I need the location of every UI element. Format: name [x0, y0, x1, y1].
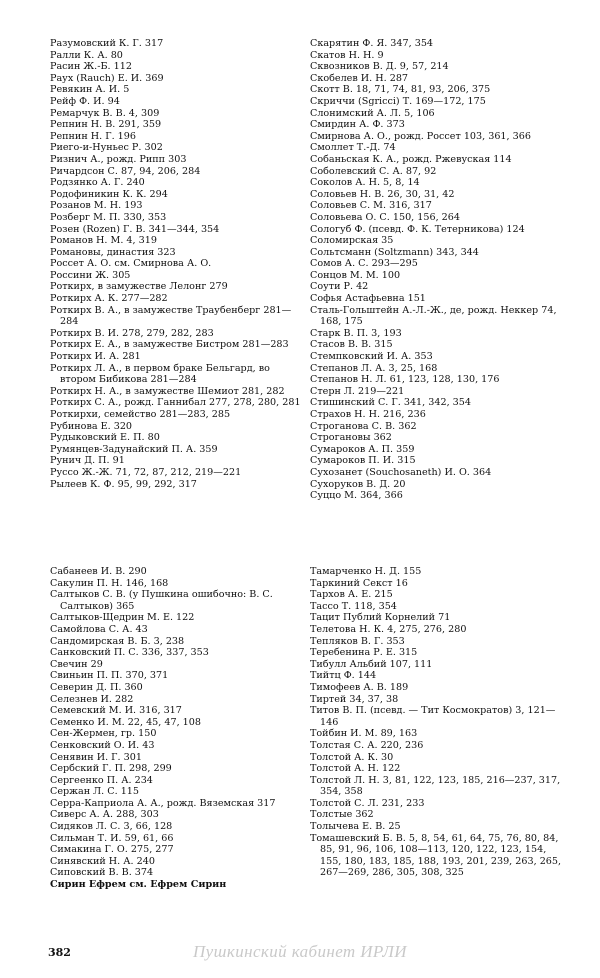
index-entry: Ралли К. А. 80 [50, 49, 123, 61]
index-entry: Сербский Г. П. 298, 299 [50, 763, 172, 775]
index-entry: Сабанеев И. В. 290 [50, 566, 147, 577]
index-entry: Стишинский С. Г. 341, 342, 354 [310, 397, 471, 409]
index-entry: Родзянко А. Г. 240 [50, 177, 145, 189]
watermark: Пушкинский кабинет ИРЛИ [193, 942, 407, 961]
index-entry: Санковский П. С. 336, 337, 353 [50, 647, 209, 659]
index-entry: Суццо М. 364, 366 [310, 490, 403, 502]
index-entry: Роткирх Е. А., в замужестве Бистром 281—283 [50, 339, 289, 351]
index-entry: Соловьев С. М. 316, 317 [310, 200, 432, 212]
index-entry: Тиртей 34, 37, 38 [310, 693, 399, 705]
index-entry: Строгановы 362 [310, 432, 392, 444]
index-entry: Румянцев-Задунайский П. А. 359 [50, 443, 218, 455]
index-entry: Свиньин П. П. 370, 371 [50, 670, 169, 682]
index-entry: Расин Ж.-Б. 112 [50, 61, 132, 73]
index-entry: Страхов Н. Н. 216, 236 [310, 409, 426, 420]
index-entry: Толстая С. А. 220, 236 [310, 739, 424, 751]
index-entry: Сонцов М. М. 100 [310, 269, 401, 281]
index-entry: Роткирх, в замужестве Лелонг 279 [50, 281, 228, 293]
index-entry: Стерн Л. 219—221 [310, 385, 405, 397]
index-entry: Соболевский С. А. 87, 92 [310, 165, 437, 177]
index-entry: Смирдин А. Ф. 373 [310, 119, 405, 131]
index-entry: Толстые 362 [310, 809, 374, 821]
index-entry: Сухоруков В. Д. 20 [310, 478, 406, 490]
index-entry: Синявский Н. А. 240 [50, 855, 155, 867]
index-entry: Россини Ж. 305 [50, 269, 131, 281]
index-entry: Сирин Ефрем см. Ефрем Сирин [50, 879, 227, 891]
index-entry: Руссо Ж.-Ж. 71, 72, 87, 212, 219—221 [50, 466, 242, 478]
index-entry: Титов В. П. (псевд. — Тит Космократов) 3, 121—146 [310, 705, 556, 728]
left-column-r-entries [50, 38, 305, 490]
index-entry: Скриччи (Sgricci) Т. 169—172, 175 [310, 95, 486, 107]
index-entry: Сиповский В. В. 374 [50, 867, 154, 879]
index-entry: Рудыковский Е. П. 80 [50, 432, 160, 444]
index-entry: Рунич Д. П. 91 [50, 455, 125, 467]
index-entry: Риего-и-Нуньес Р. 302 [50, 142, 163, 154]
index-entry: Толстой С. Л. 231, 233 [310, 797, 425, 809]
index-entry: Раух (Rauch) Е. И. 369 [50, 72, 164, 84]
index-entry: Сольтсманн (Soltzmann) 343, 344 [310, 246, 479, 258]
index-entry: Толстой А. К. 30 [310, 751, 394, 763]
index-entry: Старк В. П. 3, 193 [310, 327, 402, 339]
index-entry: Сенявин И. Г. 301 [50, 751, 142, 763]
index-entry: Соловьев Н. В. 26, 30, 31, 42 [310, 188, 455, 200]
index-entry: Сомов А. С. 293—295 [310, 258, 418, 270]
index-entry: Репнин Н. Г. 196 [50, 130, 136, 142]
index-entry: Смоллет Т.-Д. 74 [310, 142, 396, 154]
index-entry: Соколов А. Н. 5, 8, 14 [310, 177, 420, 189]
index-entry: Сологуб Ф. (псевд. Ф. К. Тетерникова) 124 [310, 223, 525, 235]
index-entry: Сильман Т. И. 59, 61, 66 [50, 832, 174, 844]
index-entry: Таркиний Секст 16 [310, 577, 408, 589]
index-entry: Тибулл Альбий 107, 111 [310, 658, 433, 670]
index-entry: Толстой А. Н. 122 [310, 763, 401, 775]
index-entry: Тамарченко Н. Д. 155 [310, 566, 422, 577]
index-entry: Роткирх И. А. 281 [50, 351, 141, 363]
index-entry: Салтыков С. В. (у Пушкина ошибочно: В. С. Салтыков) 365 [50, 589, 273, 612]
index-entry: Сержан Л. С. 115 [50, 786, 140, 798]
index-entry: Рейф Ф. И. 94 [50, 95, 120, 107]
index-entry: Роткирх Л. А., в первом браке Бельгард, во втором Бибикова 281—284 [50, 362, 270, 386]
index-entry: Стемпковский И. А. 353 [310, 351, 433, 363]
index-entry: Тимофеев А. В. 189 [310, 681, 409, 693]
index-entry: Родофиникин К. К. 294 [50, 188, 168, 200]
index-entry: Самойлова С. А. 43 [50, 623, 148, 635]
index-entry: Тийтц Ф. 144 [310, 670, 377, 682]
index-entry: Розберг М. П. 330, 353 [50, 211, 167, 223]
index-entry: Сумароков П. И. 315 [310, 455, 416, 467]
index-entry: Сергеенко П. А. 234 [50, 774, 153, 786]
index-entry: Сталь-Гольштейн А.-Л.-Ж., де, рожд. Неккер 74, 168, 175 [310, 304, 557, 328]
index-entry: Толстой Л. Н. 3, 81, 122, 123, 185, 216—237, 317, 354, 358 [310, 774, 561, 798]
index-entry: Теребенина Р. Е. 315 [310, 647, 418, 659]
right-column-t-entries [310, 566, 565, 879]
index-entry: Смирнова А. О., рожд. Россет 103, 361, 366 [310, 130, 531, 142]
index-entry: Строганова С. В. 362 [310, 420, 417, 432]
index-entry: Розен (Rozen) Г. В. 341—344, 354 [50, 223, 220, 235]
index-entry: Семенко И. М. 22, 45, 47, 108 [50, 716, 201, 728]
index-entry: Стасов В. В. 315 [310, 339, 393, 351]
index-entry: Романовы, династия 323 [50, 246, 176, 258]
index-entry: Репнин Н. В. 291, 359 [50, 119, 162, 131]
index-entry: Свечин 29 [50, 658, 103, 670]
index-entry: Романов Н. М. 4, 319 [50, 235, 157, 247]
index-entry: Скарятин Ф. Я. 347, 354 [310, 38, 434, 49]
index-entry: Серра-Каприола А. А., рожд. Вяземская 317 [50, 797, 276, 809]
index-entry: Софья Астафьевна 151 [310, 293, 426, 305]
index-entry: Ревякин А. И. 5 [50, 84, 130, 96]
index-entry: Роткирх В. А., в замужестве Траубенберг 281—284 [50, 304, 292, 328]
index-entry: Симакина Г. О. 275, 277 [50, 844, 174, 856]
index-entry: Тархов А. Е. 215 [310, 589, 393, 601]
index-entry: Сухозанет (Souchosaneth) И. О. 364 [310, 466, 492, 478]
index-entry: Сен-Жермен, гр. 150 [50, 728, 157, 740]
index-entry: Слонимский А. Л. 5, 106 [310, 107, 435, 119]
index-entry: Сидяков Л. С. 3, 66, 128 [50, 821, 173, 833]
index-entry: Скотт В. 18, 71, 74, 81, 93, 206, 375 [310, 84, 491, 96]
index-entry: Роткирх А. К. 277—282 [50, 293, 168, 305]
index-entry: Толычева Е. В. 25 [310, 821, 401, 833]
index-entry: Соловьева О. С. 150, 156, 264 [310, 211, 460, 223]
left-column-s-entries [50, 566, 305, 891]
index-entry: Сумароков А. П. 359 [310, 443, 415, 455]
index-entry: Собаньская К. А., рожд. Ржевуская 114 [310, 153, 512, 165]
index-entry: Тассо Т. 118, 354 [310, 600, 397, 612]
index-entry: Россет А. О. см. Смирнова А. О. [50, 258, 212, 270]
index-entry: Рылеев К. Ф. 95, 99, 292, 317 [50, 478, 197, 490]
index-entry: Роткирхи, семейство 281—283, 285 [50, 409, 231, 420]
index-entry: Сакулин П. Н. 146, 168 [50, 577, 169, 589]
index-entry: Ричардсон С. 87, 94, 206, 284 [50, 165, 201, 177]
index-entry: Северин Д. П. 360 [50, 681, 143, 693]
index-entry: Степанов Л. А. 3, 25, 168 [310, 362, 438, 374]
index-entry: Сквозников В. Д. 9, 57, 214 [310, 61, 449, 73]
page-number: 382 [48, 946, 71, 959]
index-entry: Роткирх В. И. 278, 279, 282, 283 [50, 327, 214, 339]
index-entry: Рубинова Е. 320 [50, 420, 133, 432]
index-entry: Степанов Н. Л. 61, 123, 128, 130, 176 [310, 374, 500, 386]
right-column-s-entries [310, 38, 565, 502]
index-entry: Салтыков-Щедрин М. Е. 122 [50, 612, 195, 624]
index-entry: Сенковский О. И. 43 [50, 739, 155, 751]
index-entry: Тацит Публий Корнелий 71 [310, 612, 451, 624]
index-entry: Телетова Н. К. 4, 275, 276, 280 [310, 623, 467, 635]
index-entry: Роткирх Н. А., в замужестве Шемиот 281, 282 [50, 385, 285, 397]
index-entry: Скатов Н. Н. 9 [310, 49, 384, 61]
index-entry: Семевский М. И. 316, 317 [50, 705, 182, 717]
index-entry: Сиверс А. А. 288, 303 [50, 809, 159, 821]
index-entry: Розанов М. Н. 193 [50, 200, 143, 212]
index-entry: Ризнич А., рожд. Рипп 303 [50, 153, 187, 165]
index-entry: Тепляков В. Г. 353 [310, 635, 405, 647]
index-entry: Тойбин И. М. 89, 163 [310, 728, 418, 740]
index-entry: Соломирская 35 [310, 235, 394, 247]
index-entry: Роткирх С. А., рожд. Ганнибал 277, 278, 280, 281 [50, 397, 301, 409]
index-entry: Соути Р. 42 [310, 281, 369, 293]
index-entry: Ремарчук В. В. 4, 309 [50, 107, 160, 119]
index-entry: Селезнев И. 282 [50, 693, 134, 705]
index-entry: Томашевский Б. В. 5, 8, 54, 61, 64, 75, 76, 80, 84, 85, 91, 96, 106, 108—113, 120, 122, 123, 154, 155, 180, 183, 185, 188, 193, 201, 239, 263, 265, 267—269, 286, 305, 308, 325 [310, 832, 562, 879]
index-entry: Скобелев И. Н. 287 [310, 72, 409, 84]
index-entry: Сандомирская В. Б. 3, 238 [50, 635, 185, 647]
index-entry: Разумовский К. Г. 317 [50, 38, 164, 49]
